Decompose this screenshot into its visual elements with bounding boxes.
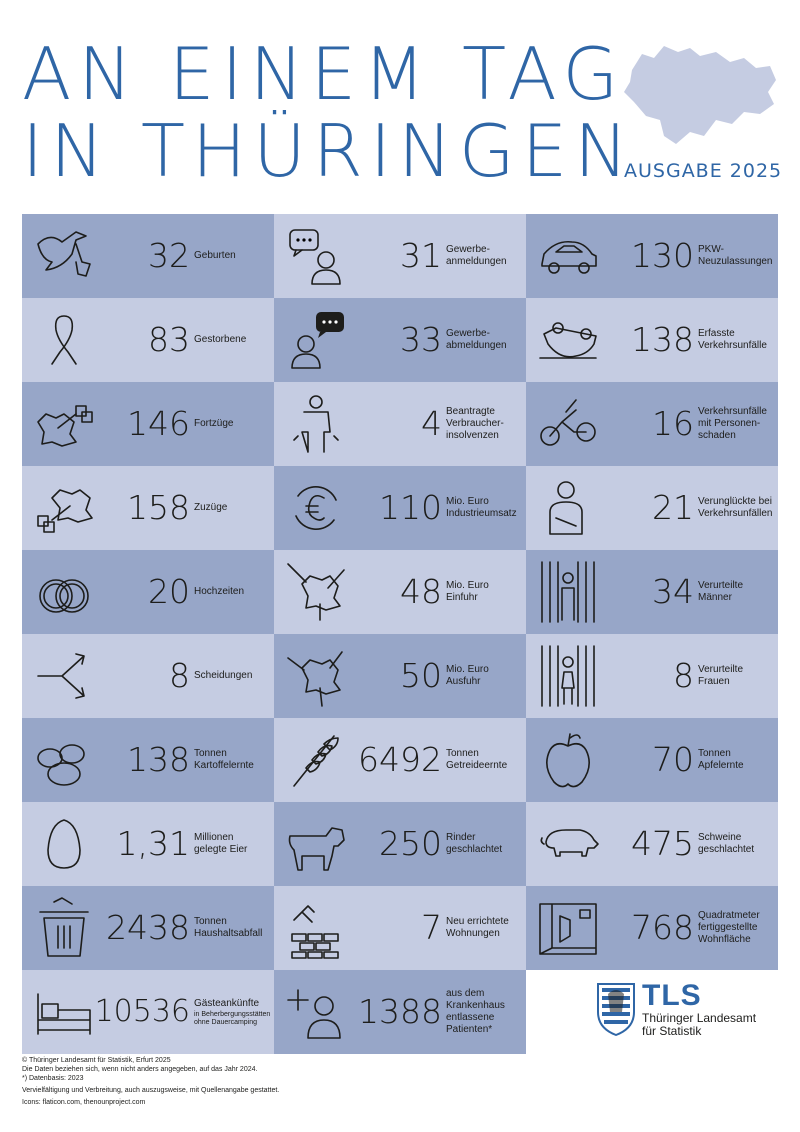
stat-label-text — [698, 910, 760, 946]
stat-label: Tonnen Apfelernte — [698, 748, 744, 771]
stat-label-box — [194, 382, 272, 466]
thuringia-map-icon — [620, 40, 780, 150]
patient-plus-icon — [284, 980, 348, 1044]
stat-label-text — [194, 748, 254, 772]
stat-tile — [526, 382, 778, 466]
stat-tile — [526, 298, 778, 382]
stat-label-text — [446, 832, 502, 856]
room-icon — [536, 896, 600, 960]
prison-woman-icon — [536, 644, 600, 708]
stat-label: Verkehrsunfälle mit Personen- schaden — [698, 406, 767, 441]
stat-label: Millionen gelegte Eier — [194, 832, 248, 855]
stat-label-text — [194, 998, 270, 1027]
stat-label-box — [446, 802, 524, 886]
import-map-icon — [284, 560, 348, 624]
stat-tile — [526, 718, 778, 802]
footer-note: *) Datenbasis: 2023 — [22, 1075, 84, 1082]
stat-value: 138 — [127, 740, 190, 779]
stat-label-text — [194, 502, 227, 514]
stat-label: Verurteilte Männer — [698, 580, 744, 603]
stat-label-text — [446, 496, 517, 520]
stat-label-box — [194, 886, 272, 970]
stat-label-box — [446, 634, 524, 718]
stat-tile — [22, 550, 274, 634]
stat-label: Tonnen Getreideernte — [446, 748, 508, 771]
stat-label-box — [698, 382, 776, 466]
stat-value: 31 — [400, 236, 442, 275]
stat-tile — [22, 214, 274, 298]
stat-value: 10536 — [94, 994, 190, 1029]
stat-label: Tonnen Kartoffelernte — [194, 748, 254, 771]
stat-label: Mio. Euro Industrieumsatz — [446, 496, 517, 519]
stat-label: Quadratmeter fertiggestellte Wohnfläche — [698, 910, 760, 945]
stat-tile — [22, 802, 274, 886]
split-arrow-icon — [32, 644, 96, 708]
stat-label: Gestorbene — [194, 334, 247, 345]
stat-label-text — [698, 406, 767, 442]
stat-label-box — [698, 634, 776, 718]
stat-value: 250 — [379, 824, 442, 863]
stat-label-text — [446, 664, 489, 688]
stat-tile — [526, 634, 778, 718]
stat-tile — [526, 550, 778, 634]
stat-label-box — [446, 466, 524, 550]
stat-label-text — [446, 328, 507, 352]
stat-label-text — [194, 334, 246, 346]
stat-tile — [274, 466, 526, 550]
stat-value: 2438 — [106, 908, 190, 947]
ribbon-icon — [32, 308, 96, 372]
bed-icon — [32, 980, 96, 1044]
stat-tile — [22, 382, 274, 466]
stat-label-text — [698, 664, 743, 688]
export-map-icon — [284, 644, 348, 708]
stat-label-text — [446, 580, 489, 604]
footer — [22, 1056, 279, 1107]
stat-label-text — [194, 670, 252, 682]
footer-note: Vervielfältigung und Verbreitung, auch auszugsweise, mit Quellenangabe gestattet. — [22, 1087, 280, 1094]
stat-label-text — [194, 418, 233, 430]
stat-label-text — [698, 244, 773, 268]
logo-name: Thüringer Landesamt für Statistik — [642, 1011, 757, 1038]
stat-label-box — [446, 886, 524, 970]
stat-tile — [526, 466, 778, 550]
stat-label-box — [446, 382, 524, 466]
stat-label: Mio. Euro Einfuhr — [446, 580, 489, 603]
stat-value: 768 — [631, 908, 694, 947]
stat-label: Zuzüge — [194, 502, 228, 513]
stat-label: Tonnen Haushaltsabfall — [194, 916, 263, 939]
stat-value: 8 — [673, 656, 694, 695]
empty-pockets-icon — [284, 392, 348, 456]
stat-label: Hochzeiten — [194, 586, 245, 597]
stat-tile — [274, 382, 526, 466]
stat-label-text — [698, 832, 754, 856]
stat-label: Gewerbe- anmeldungen — [446, 244, 507, 267]
stat-label-text — [698, 496, 773, 520]
page-title-line1: AN EINEM TAG — [22, 32, 626, 116]
stat-label: PKW- Neuzulassungen — [698, 244, 773, 267]
stat-tile — [274, 718, 526, 802]
stat-label-box — [698, 214, 776, 298]
stat-label-box — [698, 550, 776, 634]
stat-value: 1388 — [358, 992, 442, 1031]
stat-tile — [22, 298, 274, 382]
stat-label-box — [698, 802, 776, 886]
stat-tile — [274, 802, 526, 886]
stat-label-text — [446, 916, 509, 940]
stat-label-box — [194, 718, 272, 802]
prison-man-icon — [536, 560, 600, 624]
stat-label: Gästeankünfte — [194, 997, 260, 1009]
injured-person-icon — [536, 476, 600, 540]
stat-tile — [274, 550, 526, 634]
stat-value: 16 — [652, 404, 694, 443]
stat-label-text — [194, 832, 247, 856]
stat-label: Verurteilte Frauen — [698, 664, 744, 687]
stat-label-box — [194, 298, 272, 382]
coat-of-arms-icon — [596, 982, 636, 1036]
footer-note: Die Daten beziehen sich, wenn nicht anders angegeben, auf das Jahr 2024. — [22, 1066, 258, 1073]
stat-value: 34 — [652, 572, 694, 611]
bicycle-accident-icon — [536, 392, 600, 456]
tls-logo — [596, 979, 776, 1040]
edition-label: AUSGABE 2025 — [624, 160, 783, 182]
euro-cycle-icon — [284, 476, 348, 540]
stat-label-box — [194, 550, 272, 634]
stat-label: Mio. Euro Ausfuhr — [446, 664, 489, 687]
stat-label: Scheidungen — [194, 670, 253, 681]
rings-icon — [32, 560, 96, 624]
stat-tile — [274, 886, 526, 970]
egg-icon — [32, 812, 96, 876]
stat-value: 6492 — [358, 740, 442, 779]
person-speech-icon — [284, 224, 348, 288]
bricks-trowel-icon — [284, 896, 348, 960]
stat-value: 83 — [148, 320, 190, 359]
stat-tile — [526, 214, 778, 298]
stat-value: 70 — [652, 740, 694, 779]
stat-value: 158 — [127, 488, 190, 527]
overturned-car-icon — [536, 308, 600, 372]
stat-tile — [22, 970, 274, 1054]
stat-label: Fortzüge — [194, 418, 234, 429]
stat-value: 50 — [400, 656, 442, 695]
stat-tile — [22, 718, 274, 802]
stat-label-box — [698, 886, 776, 970]
footer-icons-credit: Icons: flaticon.com, thenounproject.com — [22, 1099, 146, 1106]
stat-value: 32 — [148, 236, 190, 275]
stat-sublabel: in Beherbergungsstätten ohne Dauercamping — [194, 1010, 271, 1026]
stat-label-box — [698, 466, 776, 550]
stat-label-box — [446, 550, 524, 634]
stat-tile — [22, 466, 274, 550]
stat-label-box — [698, 298, 776, 382]
stat-tile — [274, 298, 526, 382]
stat-label-box — [194, 214, 272, 298]
trash-can-icon — [32, 896, 96, 960]
stat-label-text — [446, 406, 504, 442]
stat-label-box — [446, 214, 524, 298]
stat-label-text — [194, 250, 236, 262]
stat-value: 33 — [400, 320, 442, 359]
stat-tile — [526, 802, 778, 886]
stat-value: 8 — [169, 656, 190, 695]
stat-label-box — [194, 802, 272, 886]
stat-tile — [274, 634, 526, 718]
stat-value: 130 — [631, 236, 694, 275]
stat-label-text — [698, 580, 743, 604]
stat-label-box — [194, 634, 272, 718]
stat-label-text — [698, 328, 767, 352]
cow-icon — [284, 812, 348, 876]
person-speech-dark-icon — [284, 308, 348, 372]
stat-label: Schweine geschlachtet — [698, 832, 755, 855]
moving-out-icon — [32, 392, 96, 456]
stat-value: 475 — [631, 824, 694, 863]
stat-value: 48 — [400, 572, 442, 611]
page-title-line2: IN THÜRINGEN — [22, 109, 636, 193]
stat-label: Erfasste Verkehrsunfälle — [698, 328, 767, 351]
stat-label: Verunglückte bei Verkehrsunfällen — [698, 496, 773, 519]
stat-label-text — [446, 988, 505, 1036]
logo-abbreviation: TLS — [642, 979, 702, 1012]
stat-label: Geburten — [194, 250, 236, 261]
stat-value: 7 — [421, 908, 442, 947]
stat-label-text — [446, 748, 507, 772]
stat-value: 1,31 — [116, 824, 190, 863]
stat-label-box — [194, 970, 272, 1054]
potatoes-icon — [32, 728, 96, 792]
stork-icon — [32, 224, 96, 288]
stat-label-box — [446, 298, 524, 382]
stat-label-box — [446, 718, 524, 802]
stat-label: aus dem Krankenhaus entlassene Patienten* — [446, 988, 505, 1035]
stat-value: 20 — [148, 572, 190, 611]
stat-tile — [274, 970, 526, 1054]
stat-value: 146 — [127, 404, 190, 443]
stat-tile — [22, 634, 274, 718]
stat-value: 21 — [652, 488, 694, 527]
stat-label: Neu errichtete Wohnungen — [446, 916, 509, 939]
stat-value: 138 — [631, 320, 694, 359]
wheat-icon — [284, 728, 348, 792]
stat-value: 110 — [379, 488, 442, 527]
apple-icon — [536, 728, 600, 792]
stat-label: Rinder geschlachtet — [446, 832, 503, 855]
moving-in-icon — [32, 476, 96, 540]
stat-label-text — [446, 244, 507, 268]
stat-tile — [22, 886, 274, 970]
footer-copyright: © Thüringer Landesamt für Statistik, Erfurt 2025 — [22, 1057, 171, 1064]
car-icon — [536, 224, 600, 288]
stat-label-box — [194, 466, 272, 550]
stat-label-box — [698, 718, 776, 802]
stat-tile — [526, 886, 778, 970]
stat-label: Gewerbe- abmeldungen — [446, 328, 507, 351]
stat-tile — [274, 214, 526, 298]
pig-icon — [536, 812, 600, 876]
stat-label-box — [446, 970, 524, 1054]
stat-label-text — [698, 748, 744, 772]
stat-label-text — [194, 916, 262, 940]
stat-label: Beantragte Verbraucher- insolvenzen — [446, 406, 504, 441]
stat-value: 4 — [421, 404, 442, 443]
stat-label-text — [194, 586, 244, 598]
